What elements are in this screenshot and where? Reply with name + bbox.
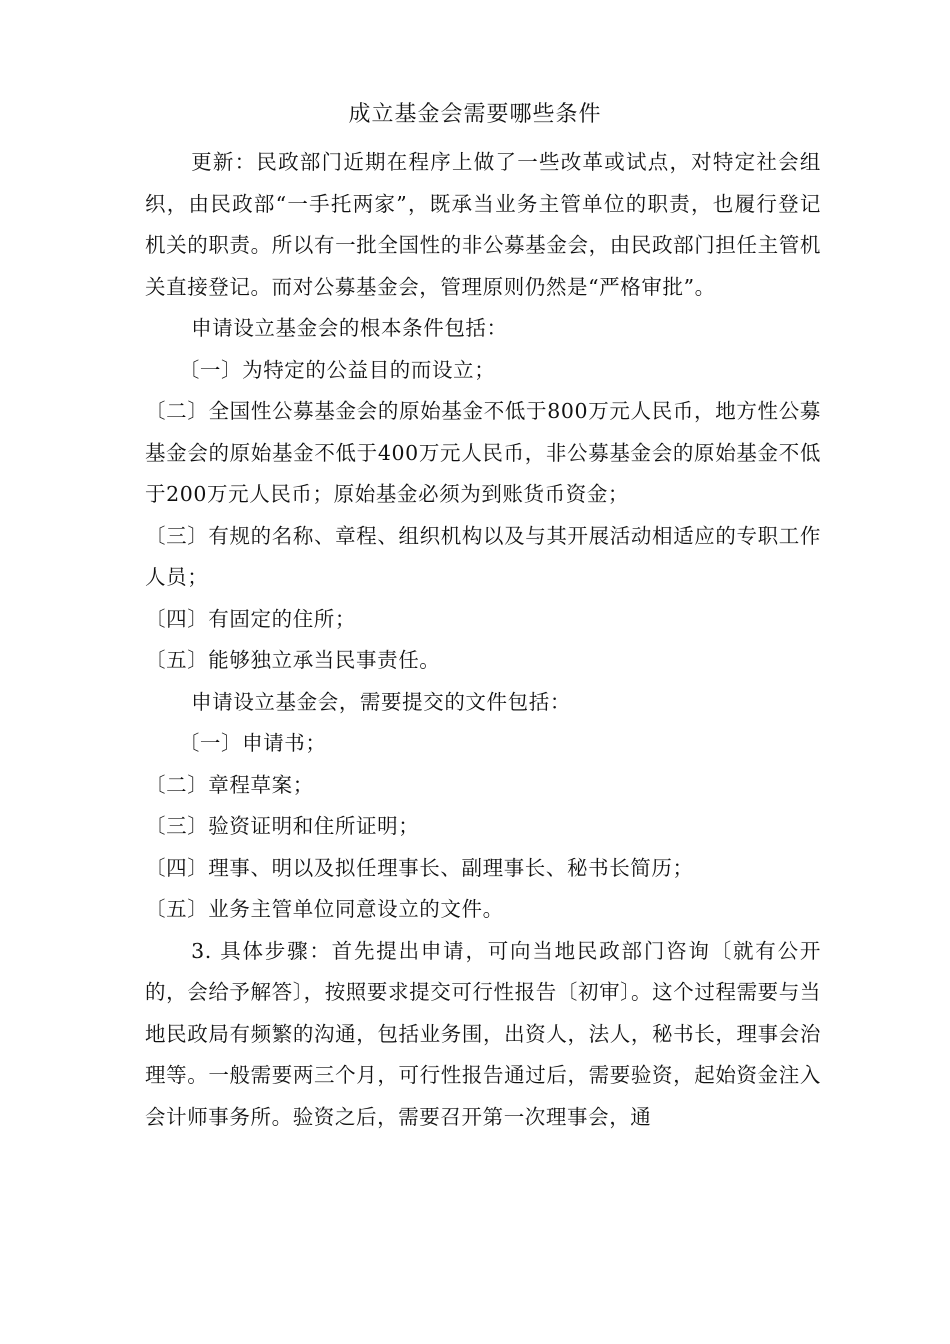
document-item-2: 〔二〕章程草案； — [145, 772, 314, 797]
document-item-4: 〔四〕理事、明以及拟任理事长、副理事长、秘书长简历； — [145, 855, 694, 880]
condition-item-2: 〔二〕全国性公募基金会的原始基金不低于800万元人民币，地方性公募基金会的原始基金不低于400万元人民币，非公募基金会的原始基金不低于200万元人民币；原始基金必须为到账货币资金； — [145, 399, 821, 506]
paragraph-documents-heading: 申请设立基金会，需要提交的文件包括： — [191, 689, 571, 714]
paragraph-conditions-heading: 申请设立基金会的根本条件包括： — [191, 316, 508, 340]
document-item-1: 〔一〕申请书； — [178, 731, 327, 755]
condition-item-3: 〔三〕有规的名称、章程、组织机构以及与其开展活动相适应的专职工作人员； — [145, 523, 821, 589]
condition-item-1: 〔一〕为特定的公益目的而设立； — [178, 357, 496, 382]
paragraph-update: 更新：民政部门近期在程序上做了一些改革或试点，对特定社会组织，由民政部“一手托两家”，既承当业务主管单位的职责，也履行登记机关的职责。所以有一批全国性的非公募基金会，由民政部门担任主管机关直接登记。而对公募基金会，管理原则仍然是“严格审批”。 — [145, 150, 821, 299]
document-body — [145, 142, 821, 1138]
condition-item-4: 〔四〕有固定的住所； — [145, 606, 356, 631]
document-title: 成立基金会需要哪些条件 — [348, 102, 602, 127]
paragraph-steps: 3. 具体步骤：首先提出申请，可向当地民政部门咨询〔就有公开的，会给予解答〕，按照要求提交可行性报告〔初审〕。这个过程需要与当地民政局有频繁的沟通，包括业务围，出资人，法人，秘书长，理事会治理等。一般需要两三个月，可行性报告通过后，需要验资，起始资金注入会计师事务所。验资之后，需要召开第一次理事会，通 — [145, 938, 821, 1129]
document-item-3: 〔三〕验资证明和住所证明； — [145, 814, 420, 838]
document-item-5: 〔五〕业务主管单位同意设立的文件。 — [145, 897, 504, 921]
condition-item-5: 〔五〕能够独立承当民事责任。 — [145, 648, 441, 672]
